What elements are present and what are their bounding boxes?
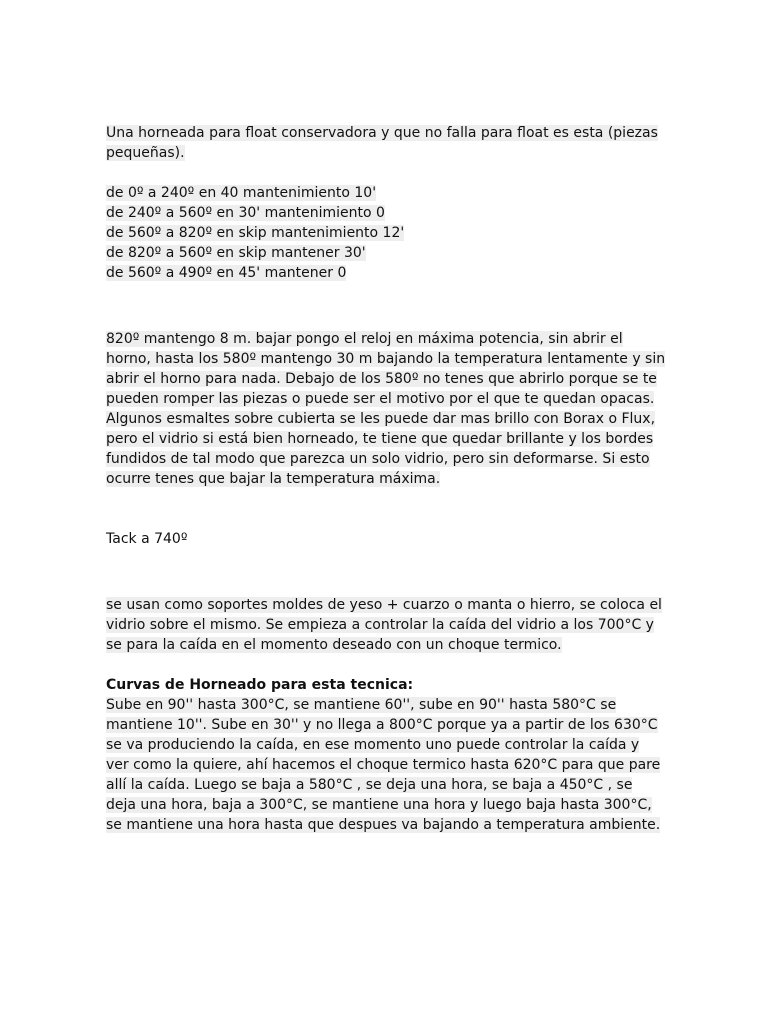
supports-text: se usan como soportes moldes de yeso + cuarzo o manta o hierro, se coloca el vidrio sobre el mismo. Se empieza a controlar la caída del vidrio a los 700°C y se para la caída en el momento deseado con un choque termico.: [106, 597, 662, 653]
schedule-line: de 0º a 240º en 40 mantenimiento 10': [106, 185, 377, 201]
tack-line: [106, 529, 666, 549]
supports-paragraph: [106, 595, 666, 655]
curves-paragraph: [106, 695, 666, 835]
firing-schedule: [106, 183, 666, 283]
schedule-line: de 560º a 820º en skip mantenimiento 12': [106, 225, 405, 241]
curves-heading: [106, 675, 666, 695]
document-body: [106, 123, 666, 835]
intro-text: Una horneada para float conservadora y que no falla para float es esta (piezas pequeñas).: [106, 125, 658, 161]
body-text: 820º mantengo 8 m. bajar pongo el reloj en máxima potencia, sin abrir el horno, hasta los 580º mantengo 30 m bajando la temperatura lentamente y sin abrir el horno para nada. Debajo de los 580º no tenes que abrirlo porque se te pueden romper las piezas o puede ser el motivo por el que te quedan opacas. Algunos esmaltes sobre cubierta se les puede dar mas brillo con Borax o Flux, pero el vidrio si está bien horneado, te tiene que quedar brillante y los bordes fundidos de tal modo que parezca un solo vidrio, pero sin deformarse. Si esto ocurre tenes que bajar la temperatura máxima.: [106, 331, 666, 487]
schedule-line: de 820º a 560º en skip mantener 30': [106, 245, 366, 261]
schedule-line: de 560º a 490º en 45' mantener 0: [106, 265, 347, 281]
body-paragraph: [106, 329, 666, 489]
curves-heading-text: Curvas de Horneado para esta tecnica:: [106, 677, 414, 693]
schedule-line: de 240º a 560º en 30' mantenimiento 0: [106, 205, 385, 221]
intro-paragraph: [106, 123, 666, 163]
curves-text: Sube en 90'' hasta 300°C, se mantiene 60'', sube en 90'' hasta 580°C se mantiene 10''. Sube en 30'' y no llega a 800°C porque ya a partir de los 630°C se va produciendo la caída, en ese momento uno puede controlar la caída y ver como la quiere, ahí hacemos el choque termico hasta 620°C para que pare allí la caída. Luego se baja a 580°C , se deja una hora, se baja a 450°C , se deja una hora, baja a 300°C, se mantiene una hora y luego baja hasta 300°C, se mantiene una hora hasta que despues va bajando a temperatura ambiente.: [106, 697, 661, 833]
tack-text: Tack a 740º: [106, 531, 188, 547]
